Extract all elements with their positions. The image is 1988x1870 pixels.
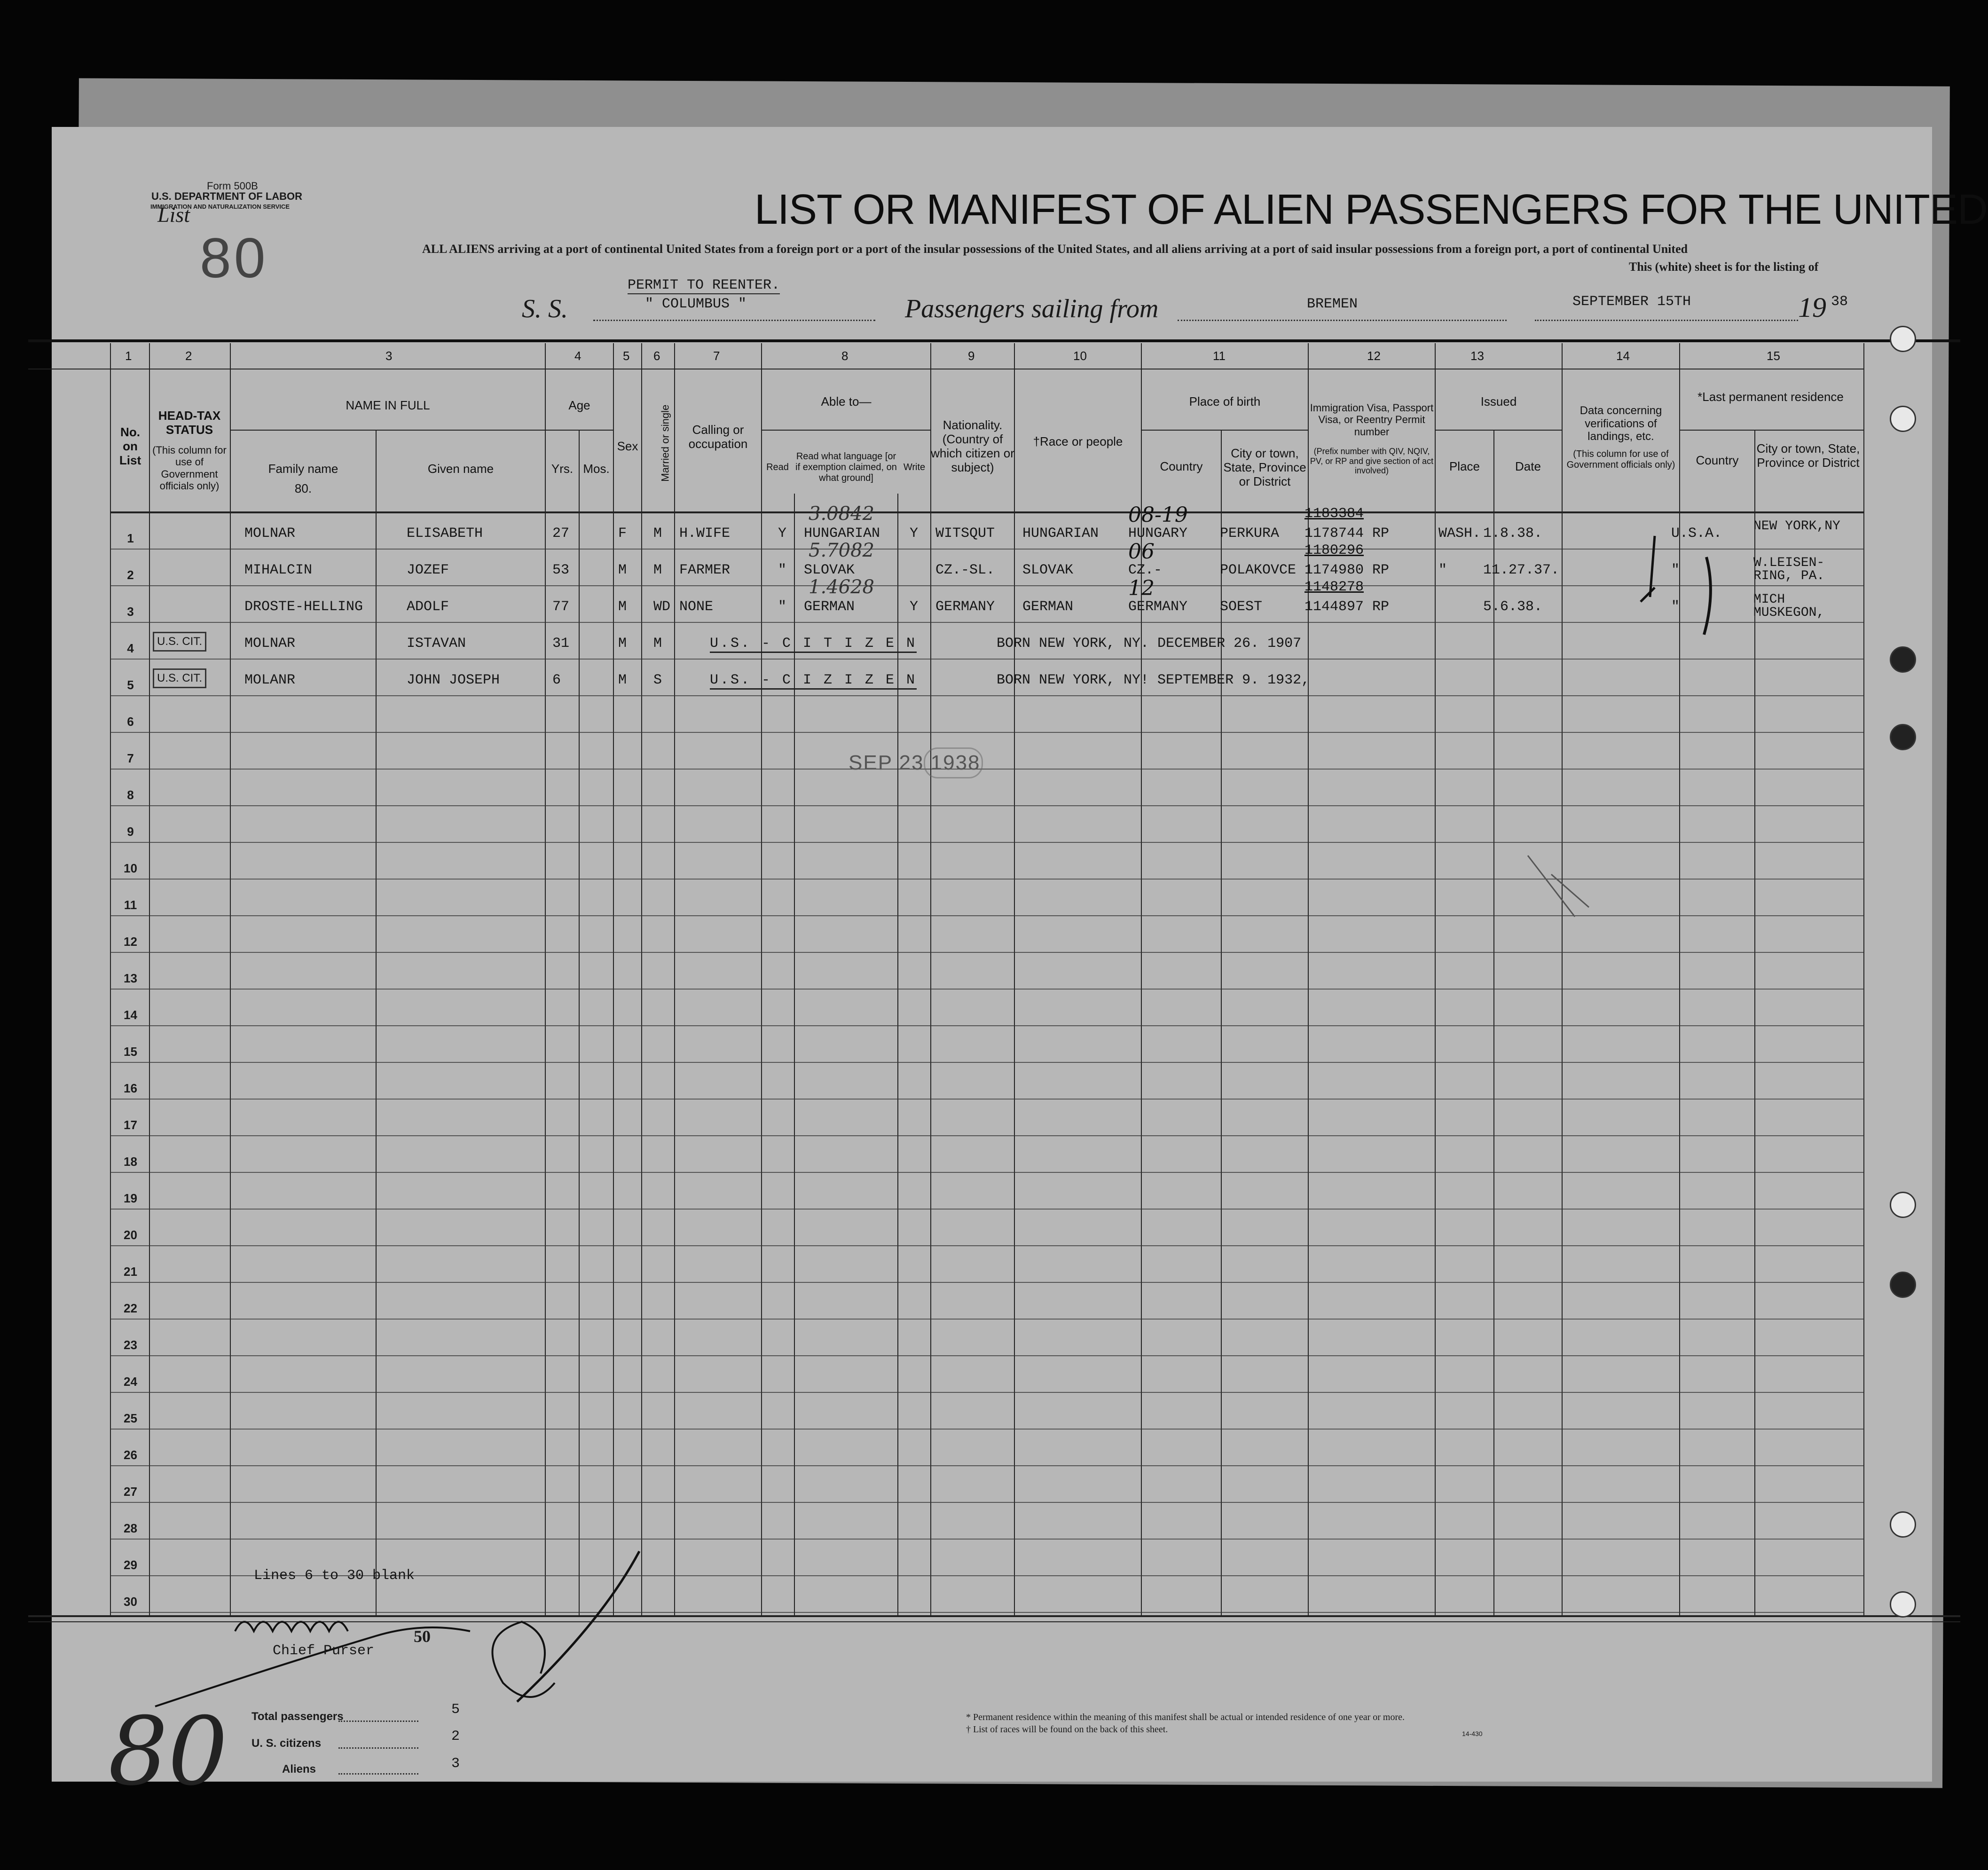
line-number: 17: [124, 1118, 137, 1132]
issue-date: 5.6.38.: [1483, 599, 1543, 615]
line-number: 23: [124, 1338, 137, 1352]
visa-number-2: 1144897 RP: [1304, 599, 1390, 615]
line-number: 12: [124, 935, 137, 949]
line-number: 24: [124, 1375, 137, 1389]
marital-status: S: [653, 672, 662, 688]
family-name: MIHALCIN: [244, 562, 313, 578]
us-citizens-line: [338, 1747, 418, 1749]
issue-place: WASH.: [1438, 526, 1481, 542]
list-number: 80: [200, 227, 268, 290]
line-number: 8: [127, 788, 134, 802]
birth-country: HUNGARY: [1128, 526, 1188, 542]
column-number: 12: [1367, 349, 1381, 363]
header-name-in-full: NAME IN FULL: [346, 398, 430, 412]
ship-name: " COLUMBUS ": [645, 296, 747, 312]
birth-note: BORN NEW YORK, NY! SEPTEMBER 9. 1932,: [997, 672, 1310, 688]
line-number: 5: [127, 678, 134, 692]
page-title: LIST OR MANIFEST OF ALIEN PASSENGERS FOR THE UNITED: [754, 186, 1988, 233]
line-number: 22: [124, 1301, 137, 1315]
line-number: 6: [127, 715, 134, 729]
header-head-tax-note: (This column for use of Government officials only): [152, 444, 227, 492]
header-issued-date: Date: [1515, 459, 1541, 473]
header-read-language: Read what language [or if exemption claimed, on what ground]: [795, 451, 897, 483]
header-calling: Calling or occupation: [688, 423, 748, 451]
race: GERMAN: [1022, 599, 1074, 615]
nationality: WITSQUT: [935, 526, 995, 542]
issue-date: 11.27.37.: [1483, 562, 1560, 578]
line-number: 28: [124, 1521, 137, 1535]
column-number: 13: [1470, 349, 1484, 363]
binder-hole: [1890, 1272, 1916, 1298]
header-family-sub: 80.: [294, 481, 312, 495]
line-number: 18: [124, 1155, 137, 1169]
nationality: CZ.-SL.: [935, 562, 995, 578]
given-name: JOZEF: [407, 562, 449, 578]
line-number: 27: [124, 1485, 137, 1499]
occupation: H.WIFE: [679, 526, 731, 542]
column-number: 5: [623, 349, 630, 363]
given-name: ADOLF: [407, 599, 449, 615]
line-number: 7: [127, 751, 134, 765]
header-nationality: Nationality. (Country of which citizen or subject): [931, 418, 1014, 474]
handwritten-pob-note: 06: [1128, 540, 1155, 564]
header-last-residence: *Last permanent residence: [1697, 390, 1844, 404]
handwritten-note: 3.0842: [809, 503, 874, 525]
subtitle: ALL ALIENS arriving at a port of continental United States from a foreign port or a port of the insular possessions of the United States, and all aliens arriving at a port of said insular possessions from a foreign port, a port of continental United: [422, 242, 1688, 256]
year-suffix: 38: [1831, 294, 1848, 310]
ss-label: S. S.: [522, 294, 568, 323]
header-able-to: Able to—: [821, 394, 872, 409]
marital-status: M: [653, 636, 662, 652]
handwritten-pob-note: 12: [1128, 576, 1155, 600]
header-lpr-country: Country: [1696, 453, 1739, 467]
nationality: GERMANY: [935, 599, 995, 615]
header-head-tax: HEAD-TAX STATUS: [158, 409, 221, 437]
line-number: 20: [124, 1228, 137, 1242]
binder-hole: [1890, 1591, 1916, 1618]
language: GERMAN: [804, 599, 855, 615]
form-code: 14-430: [1462, 1730, 1483, 1737]
can-read: ": [778, 562, 787, 578]
line-number: 19: [124, 1191, 137, 1205]
language: HUNGARIAN: [804, 526, 880, 542]
header-given-name: Given name: [427, 462, 494, 476]
handwritten-pob-note: 08-19: [1128, 503, 1188, 527]
footnote-residence: * Permanent residence within the meaning of this manifest shall be actual or intended residence of one year or more.: [966, 1712, 1405, 1722]
department: U.S. DEPARTMENT OF LABOR: [151, 190, 303, 202]
header-mos: Mos.: [583, 462, 610, 476]
binder-hole: [1890, 1192, 1916, 1218]
year-prefix: 19: [1798, 292, 1826, 323]
handwritten-note: 1.4628: [809, 576, 874, 598]
sailing-date: SEPTEMBER 15TH: [1572, 294, 1691, 310]
marital-status: M: [653, 526, 662, 542]
header-race: †Race or people: [1033, 434, 1123, 448]
column-number: 4: [574, 349, 581, 363]
visa-number-2: 1174980 RP: [1304, 562, 1390, 578]
us-citizens-value: 2: [451, 1729, 460, 1744]
issue-place: ": [1438, 562, 1447, 578]
sex: M: [618, 672, 627, 688]
line-number: 26: [124, 1448, 137, 1462]
residence-country: ": [1671, 599, 1680, 615]
family-name: MOLANR: [244, 672, 296, 688]
birth-city: POLAKOVCE: [1220, 562, 1297, 578]
header-married: Married or single: [659, 404, 671, 482]
handwritten-note: 5.7082: [809, 540, 874, 561]
header-no-on-list: No. on List: [119, 425, 141, 467]
column-number: 11: [1213, 349, 1226, 363]
sex: M: [618, 562, 627, 578]
header-family-name: Family name: [268, 462, 338, 476]
binder-hole: [1890, 1511, 1916, 1538]
total-passengers-value: 5: [451, 1702, 460, 1718]
header-visa-note: (Prefix number with QIV, NQIV, PV, or RP and give section of act involved): [1310, 447, 1434, 476]
header-lpr-city: City or town, State, Province or District: [1756, 441, 1860, 470]
header-data-note: (This column for use of Government officials only): [1566, 449, 1675, 470]
column-number: 2: [185, 349, 192, 363]
race: HUNGARIAN: [1022, 526, 1099, 542]
header-visa: Immigration Visa, Passport Visa, or Reentry Permit number: [1310, 402, 1434, 438]
family-name: MOLNAR: [244, 526, 296, 542]
citizen-note: U.S. - C I Z I Z E N: [710, 672, 917, 690]
age-years: 31: [552, 636, 570, 652]
purser-number: 50: [414, 1627, 431, 1646]
residence-city: NEW YORK,NY: [1753, 519, 1840, 534]
line-number: 16: [124, 1081, 137, 1095]
family-name: DROSTE-HELLING: [244, 599, 363, 615]
subtitle-2: This (white) sheet is for the listing of: [1629, 260, 1819, 274]
sex: M: [618, 599, 627, 615]
birth-city: PERKURA: [1220, 526, 1280, 542]
given-name: JOHN JOSEPH: [407, 672, 500, 688]
total-passengers-label: Total passengers: [251, 1710, 344, 1723]
marital-status: M: [653, 562, 662, 578]
residence-country: U.S.A.: [1671, 526, 1722, 542]
line-number: 2: [127, 568, 134, 582]
birth-note: BORN NEW YORK, NY. DECEMBER 26. 1907: [997, 636, 1302, 652]
line-number: 29: [124, 1558, 137, 1572]
binder-hole: [1890, 326, 1916, 352]
binder-hole: [1890, 724, 1916, 750]
port-name: BREMEN: [1307, 296, 1358, 312]
column-number: 6: [653, 349, 660, 363]
service: IMMIGRATION AND NATURALIZATION SERVICE: [150, 203, 290, 210]
birth-city: SOEST: [1220, 599, 1263, 615]
column-number: 7: [713, 349, 720, 363]
column-number: 1: [125, 349, 132, 363]
residence-city: W.LEISEN- RING, PA.: [1753, 556, 1825, 583]
footnote-races: † List of races will be found on the back of this sheet.: [966, 1724, 1168, 1735]
given-name: ISTAVAN: [407, 636, 466, 652]
sex: M: [618, 636, 627, 652]
head-tax-status-stamp: U.S. CIT.: [153, 668, 206, 688]
birth-country: CZ.-: [1128, 562, 1163, 578]
line-number: 30: [124, 1595, 137, 1609]
chief-purser-label: Chief Purser: [273, 1643, 375, 1659]
aliens-line: [338, 1773, 418, 1775]
header-age: Age: [568, 398, 590, 412]
residence-country: ": [1671, 562, 1680, 578]
can-write: Y: [910, 599, 919, 615]
sailing-label: Passengers sailing from: [905, 294, 1159, 323]
header-city: City or town, State, Province or District: [1223, 446, 1306, 488]
family-name: MOLNAR: [244, 636, 296, 652]
column-number: 9: [968, 349, 975, 363]
date-stamp: SEP 23 1938: [849, 751, 981, 774]
binder-hole: [1890, 646, 1916, 673]
binder-hole: [1890, 406, 1916, 432]
age-years: 77: [552, 599, 570, 615]
line-number: 14: [124, 1008, 137, 1022]
line-number: 3: [127, 605, 134, 619]
visa-number-1: 1183384: [1304, 506, 1364, 522]
visa-number-1: 1180296: [1304, 542, 1364, 558]
can-write: Y: [910, 526, 919, 542]
header-sex: Sex: [617, 439, 638, 453]
permit-note: PERMIT TO REENTER.: [628, 277, 780, 293]
citizen-note: U.S. - C I T I Z E N: [710, 636, 917, 653]
header-country: Country: [1160, 459, 1203, 473]
given-name: ELISABETH: [407, 526, 483, 542]
marital-status: WD: [653, 599, 671, 615]
visa-number-2: 1178744 RP: [1304, 526, 1390, 542]
aliens-label: Aliens: [282, 1763, 316, 1776]
line-number: 10: [124, 861, 137, 875]
line-number: 13: [124, 971, 137, 985]
header-read: Read: [766, 462, 789, 472]
column-number: 10: [1073, 349, 1087, 363]
line-number: 15: [124, 1045, 137, 1059]
visa-number-1: 1148278: [1304, 579, 1364, 595]
birth-country: GERMANY: [1128, 599, 1188, 615]
residence-city: MICH MUSKEGON,: [1753, 592, 1825, 620]
column-number: 15: [1767, 349, 1780, 363]
line-number: 4: [127, 641, 134, 655]
sex: F: [618, 526, 627, 542]
line-number: 11: [124, 898, 137, 912]
line-number: 9: [127, 825, 134, 839]
total-passengers-line: [338, 1721, 418, 1722]
race: SLOVAK: [1022, 562, 1074, 578]
age-years: 53: [552, 562, 570, 578]
header-data: Data concerning verifications of landings, etc.: [1579, 404, 1662, 443]
line-number: 1: [127, 531, 134, 545]
header-issued: Issued: [1480, 394, 1517, 409]
column-number: 3: [385, 349, 393, 363]
header-write: Write: [903, 462, 926, 472]
age-years: 6: [552, 672, 561, 688]
header-yrs: Yrs.: [551, 462, 574, 476]
language: SLOVAK: [804, 562, 855, 578]
head-tax-status-stamp: U.S. CIT.: [153, 632, 206, 652]
occupation: NONE: [679, 599, 714, 615]
blank-lines-note: Lines 6 to 30 blank: [254, 1568, 415, 1584]
can-read: Y: [778, 526, 787, 542]
list-label: List: [157, 203, 190, 227]
header-place-of-birth: Place of birth: [1189, 394, 1261, 409]
aliens-value: 3: [451, 1756, 460, 1772]
can-read: ": [778, 599, 787, 615]
column-number: 8: [841, 349, 849, 363]
occupation: FARMER: [679, 562, 731, 578]
handwritten-list-number: 80: [108, 1697, 228, 1807]
form-number: Form 500B: [207, 180, 258, 192]
line-number: 21: [124, 1265, 137, 1279]
issue-date: 1.8.38.: [1483, 526, 1543, 542]
header-issued-place: Place: [1449, 459, 1480, 473]
us-citizens-label: U. S. citizens: [251, 1737, 322, 1750]
column-number: 14: [1616, 349, 1630, 363]
age-years: 27: [552, 526, 570, 542]
line-number: 25: [124, 1411, 137, 1425]
